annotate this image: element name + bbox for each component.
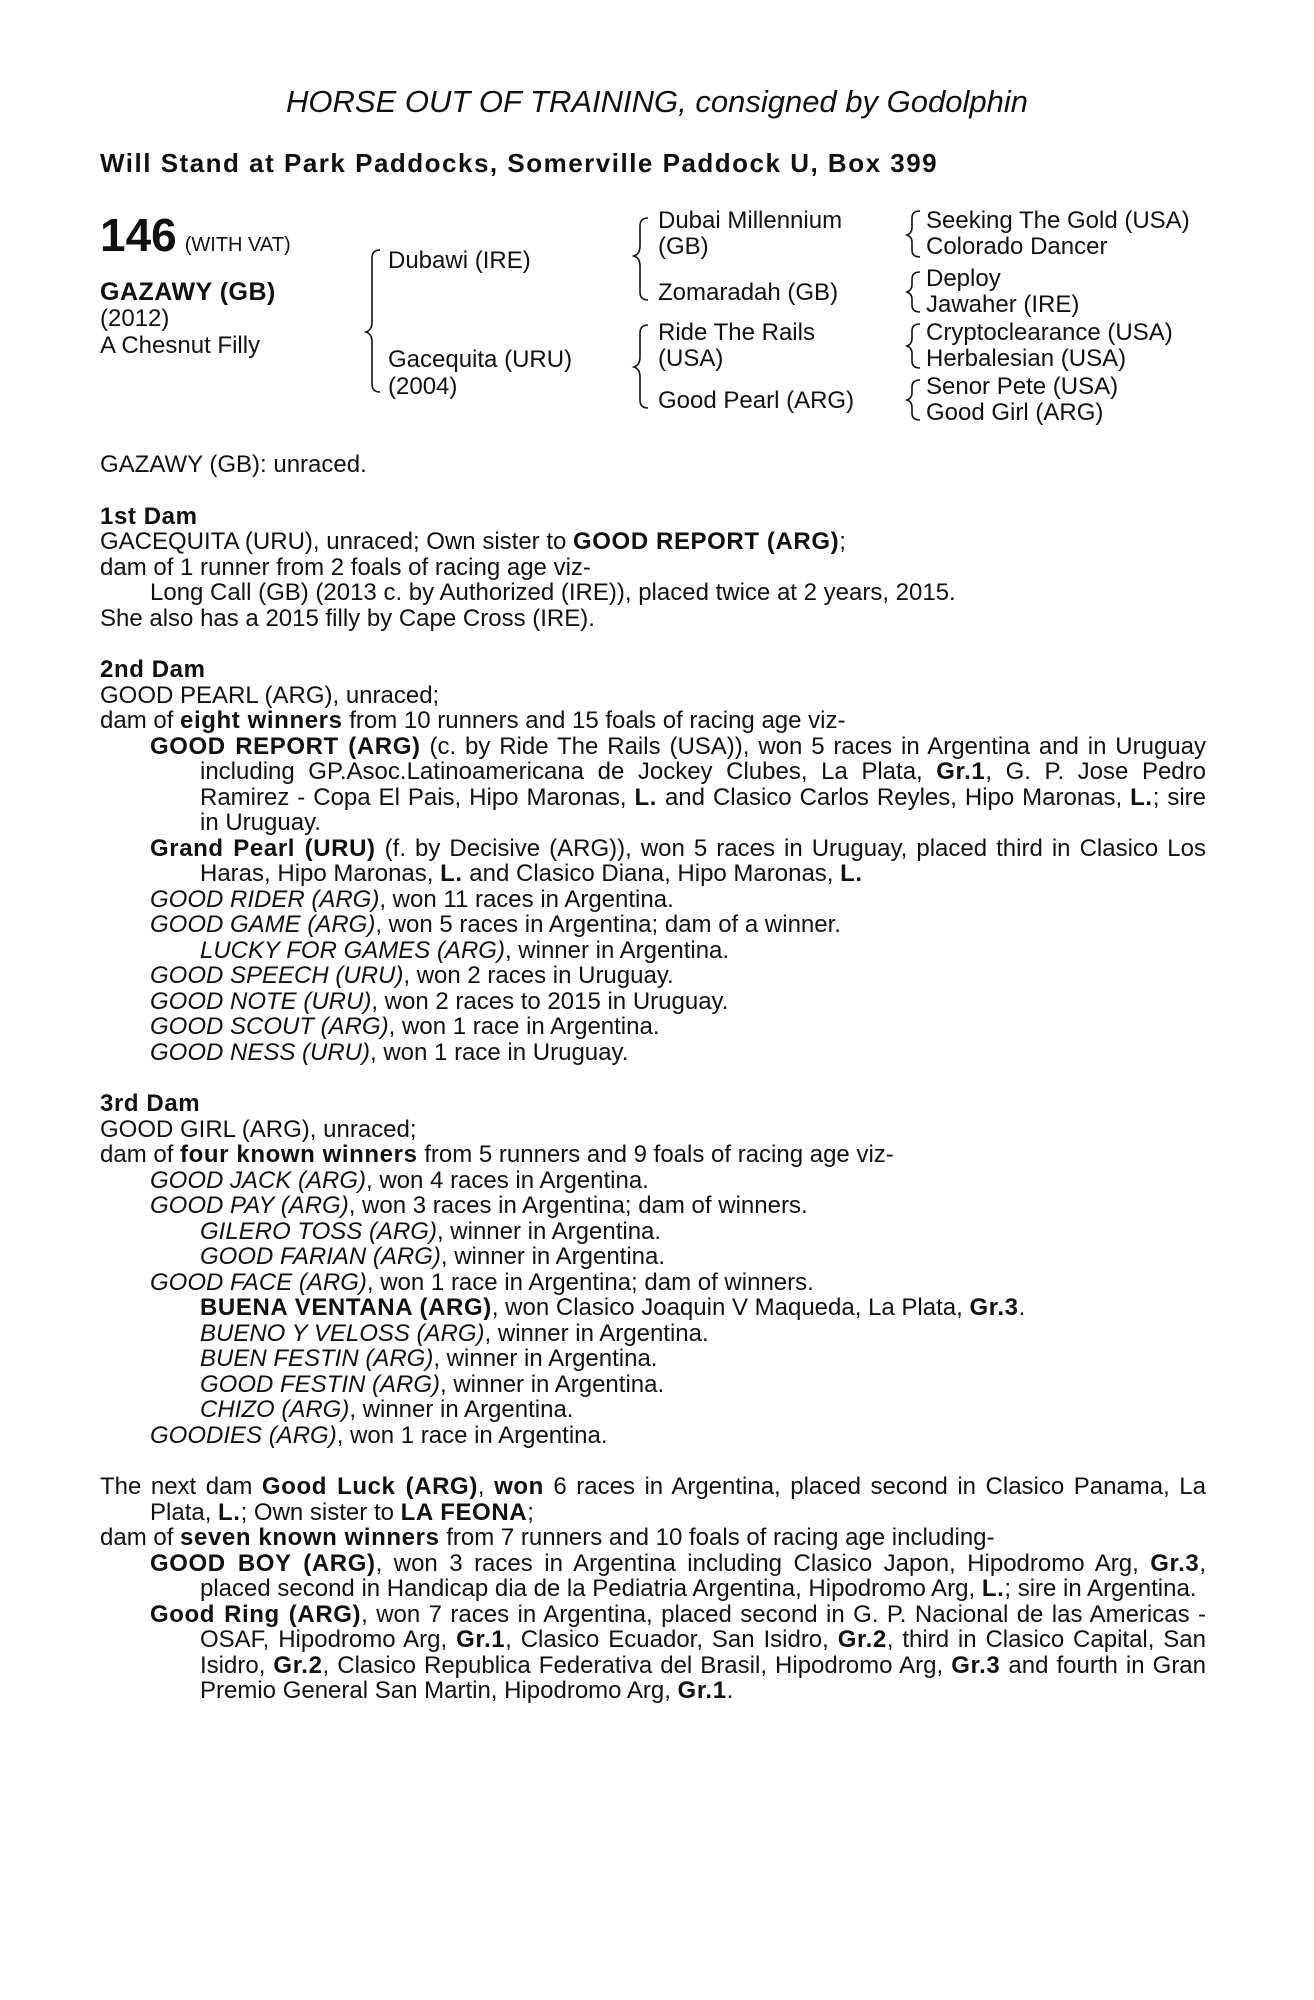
produce-entry: GOOD FACE (ARG), won 1 race in Argentina; dam of winners. bbox=[150, 1268, 814, 1296]
produce-entry: GOOD NESS (URU), won 1 race in Uruguay. bbox=[150, 1038, 629, 1066]
produce-entry: LUCKY FOR GAMES (ARG), winner in Argentina. bbox=[200, 936, 730, 964]
produce-entry: GOOD NOTE (URU), won 2 races to 2015 in Uruguay. bbox=[150, 987, 729, 1015]
produce-entry: GOOD GAME (ARG), won 5 races in Argentina; dam of a winner. bbox=[150, 911, 841, 938]
sire-sire: Dubai Millennium bbox=[658, 207, 843, 234]
produce-entry: GOOD FESTIN (ARG), winner in Argentina. bbox=[200, 1370, 665, 1398]
produce-entry: GOOD PAY (ARG), won 3 races in Argentina; dam of winners. bbox=[150, 1192, 808, 1219]
second-dam-line: GOOD PEARL (ARG), unraced; bbox=[100, 681, 440, 709]
produce-entry: GOOD JACK (ARG), won 4 races in Argentina. bbox=[150, 1166, 649, 1194]
produce-grand-pearl: Grand Pearl (URU) (f. by Decisive (ARG)), won 5 races in Uruguay, placed third in Clasico Los Haras, Hipo Maronas, L. and Clasico Diana, Hipo Maronas, L. bbox=[150, 834, 1206, 887]
produce-entry: GOOD SPEECH (URU), won 2 races in Uruguay. bbox=[150, 962, 674, 989]
produce-entry: GILERO TOSS (ARG), winner in Argentina. bbox=[200, 1217, 662, 1245]
first-dam-heading: 1st Dam bbox=[100, 502, 198, 530]
first-dam-runner: Long Call (GB) (2013 c. by Authorized (IRE)), placed twice at 2 years, 2015. bbox=[150, 579, 956, 606]
first-dam-foal-note: She also has a 2015 filly by Cape Cross (IRE). bbox=[100, 604, 595, 632]
great-granddam-2: Jawaher (IRE) bbox=[926, 291, 1080, 318]
vat-note: (WITH VAT) bbox=[184, 234, 291, 256]
dam: Gacequita (URU) bbox=[388, 346, 573, 373]
great-grandsire-3: Cryptoclearance (USA) bbox=[926, 319, 1173, 346]
bracket-1 bbox=[907, 211, 920, 257]
great-grandsire-1: Seeking The Gold (USA) bbox=[926, 207, 1190, 234]
sire-dam-bracket bbox=[366, 250, 380, 392]
produce-entry: BUENO Y VELOSS (ARG), winner in Argentina. bbox=[200, 1319, 709, 1347]
next-dam-produce-summary: dam of seven known winners from 7 runners and 10 foals of racing age including- bbox=[100, 1524, 995, 1551]
produce-entry: GOOD RIDER (ARG), won 11 races in Argentina. bbox=[150, 885, 674, 913]
bracket-2 bbox=[907, 272, 920, 312]
horse-name: GAZAWY (GB) bbox=[100, 278, 276, 306]
produce-good-ring: Good Ring (ARG), won 7 races in Argentina, placed second in G. P. Nacional de las Americas - OSAF, Hipodromo Arg, Gr.1, Clasico Ecuador, San Isidro, Gr.2, third in Clasico Capital, San Isidro, Gr.2, Clasico Republica Federativa del Brasil, Hipodromo Arg, Gr.3 and fourth in Gran Premio General San Martin, Hipodromo Arg, Gr.1. bbox=[150, 1600, 1207, 1704]
third-dam-heading: 3rd Dam bbox=[100, 1090, 201, 1117]
stabling-location: Will Stand at Park Paddocks, Somerville Paddock U, Box 399 bbox=[100, 148, 939, 178]
dam-year: (2004) bbox=[388, 373, 458, 400]
first-dam-line: GACEQUITA (URU), unraced; Own sister to GOOD REPORT (ARG); bbox=[100, 528, 846, 555]
sire-sire-country: (GB) bbox=[658, 233, 709, 260]
produce-entry: BUEN FESTIN (ARG), winner in Argentina. bbox=[200, 1345, 658, 1372]
bracket-4 bbox=[907, 380, 920, 420]
produce-entry: CHIZO (ARG), winner in Argentina. bbox=[200, 1396, 574, 1423]
produce-good-boy: GOOD BOY (ARG), won 3 races in Argentina including Clasico Japon, Hipodromo Arg, Gr.3, placed second in Handicap dia de la Pediatria Argentina, Hipodromo Arg, L.; sire in Argentina. bbox=[150, 1549, 1207, 1602]
great-grandsire-2: Deploy bbox=[926, 265, 1001, 292]
produce-entry: GOOD SCOUT (ARG), won 1 race in Argentina. bbox=[150, 1013, 660, 1040]
lot-number: 146 bbox=[100, 209, 177, 261]
third-dam-line: GOOD GIRL (ARG), unraced; bbox=[100, 1115, 417, 1143]
second-dam-heading: 2nd Dam bbox=[100, 656, 206, 683]
great-granddam-1: Colorado Dancer bbox=[926, 233, 1108, 260]
dam-dam: Good Pearl (ARG) bbox=[658, 387, 855, 414]
produce-good-report: GOOD REPORT (ARG) (c. by Ride The Rails (USA)), won 5 races in Argentina and in Uruguay including GP.Asoc.Latinoamericana de Jockey Clubes, La Plata, Gr.1, G. P. Jose Pedro Ramirez - Copa El Pais, Hipo Maronas, L. and Clasico Carlos Reyles, Hipo Maronas, L.; sire in Uruguay. bbox=[150, 732, 1206, 836]
first-dam-produce-summary: dam of 1 runner from 2 foals of racing age viz- bbox=[100, 553, 591, 581]
great-grandsire-4: Senor Pete (USA) bbox=[926, 373, 1119, 400]
produce-entry: GOOD FARIAN (ARG), winner in Argentina. bbox=[200, 1243, 666, 1270]
dam-sire: Ride The Rails bbox=[658, 319, 815, 346]
great-granddam-4: Good Girl (ARG) bbox=[926, 399, 1104, 426]
catalogue-heading: HORSE OUT OF TRAINING, consigned by Godolphin bbox=[286, 84, 1028, 119]
foaling-year: (2012) bbox=[100, 305, 170, 332]
sire: Dubawi (IRE) bbox=[388, 247, 531, 274]
dam-line-bracket bbox=[634, 325, 648, 408]
sire-dam: Zomaradah (GB) bbox=[658, 279, 839, 306]
produce-entry-buena-ventana: BUENA VENTANA (ARG), won Clasico Joaquin V Maqueda, La Plata, Gr.3. bbox=[200, 1294, 1026, 1321]
sire-line-bracket bbox=[634, 218, 648, 300]
produce-record bbox=[100, 452, 1206, 1704]
next-dam-line: The next dam Good Luck (ARG), won 6 races in Argentina, placed second in Clasico Panama, La Plata, L.; Own sister to LA FEONA; bbox=[100, 1473, 1206, 1526]
third-dam-produce-summary: dam of four known winners from 5 runners and 9 foals of racing age viz- bbox=[100, 1141, 894, 1168]
dam-sire-country: (USA) bbox=[658, 345, 724, 372]
produce-entry: GOODIES (ARG), won 1 race in Argentina. bbox=[150, 1421, 608, 1449]
second-dam-produce-summary: dam of eight winners from 10 runners and 15 foals of racing age viz- bbox=[100, 707, 846, 734]
horse-description: A Chesnut Filly bbox=[100, 332, 261, 359]
bracket-3 bbox=[907, 324, 920, 368]
great-granddam-3: Herbalesian (USA) bbox=[926, 345, 1127, 372]
race-record: GAZAWY (GB): unraced. bbox=[100, 451, 367, 478]
